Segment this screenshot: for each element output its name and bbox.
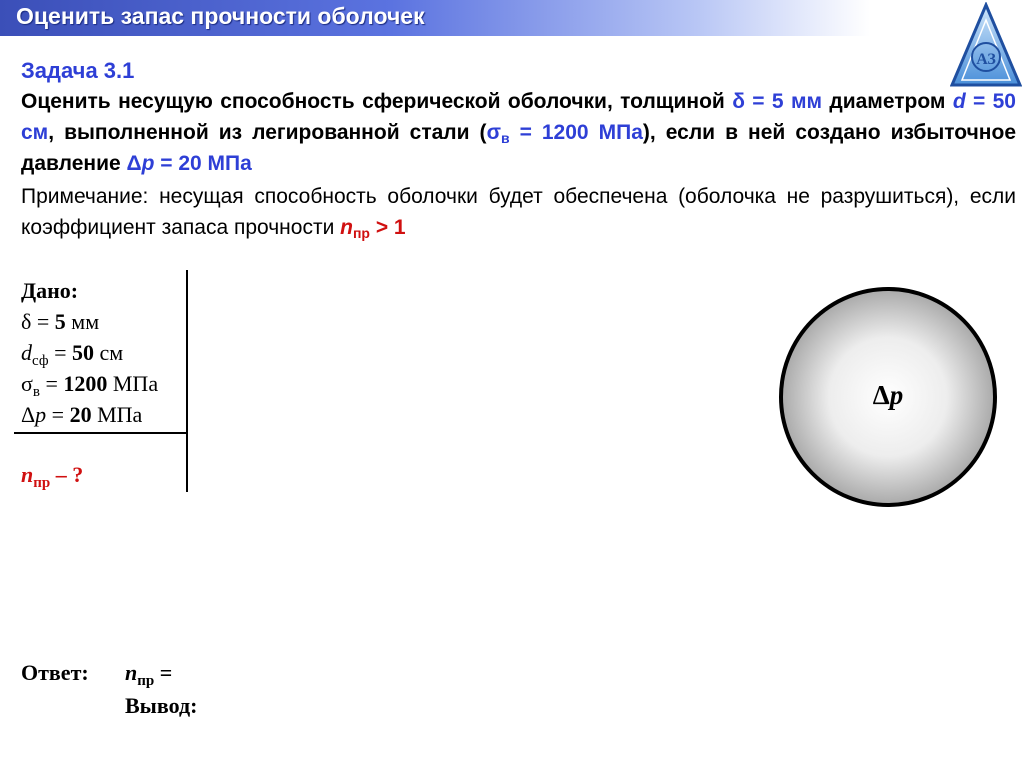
task-block: [21, 56, 1016, 243]
spherical-shell-diagram: [778, 286, 998, 508]
given-vertical-divider: [186, 270, 188, 492]
safety-factor-condition: $n_{пр} > 1$: [340, 216, 406, 241]
answer-expression: $n_{пр}$ =: [125, 660, 173, 689]
given-thickness: δ = 5 мм: [21, 309, 100, 334]
logo-letters: АЗ: [976, 51, 996, 68]
thickness-value: δ = 5 мм: [732, 90, 823, 113]
answer-label: Ответ:: [21, 660, 89, 685]
given-heading: Дано:: [21, 278, 79, 303]
given-horizontal-divider: [14, 432, 188, 434]
diameter-value: = 50 см: [21, 90, 1016, 144]
task-note: Примечание: несущая способность оболочки будет обеспечена (оболочка не разрушиться), если коэффициент запаса прочности $n_{пр} > 1$: [21, 185, 1016, 241]
find-quantity: $n_{пр}$ – ?: [21, 462, 84, 491]
given-pressure: Δp = 20 МПа: [21, 402, 143, 427]
page-title: Оценить запас прочности оболочек: [16, 3, 425, 29]
given-diameter: $d_{сф} = 50$ см: [21, 340, 124, 369]
diameter-symbol: d: [952, 90, 966, 113]
task-title: Задача 3.1: [21, 58, 135, 83]
strength-symbol: $\sigma_в = 1200$ МПа: [486, 121, 643, 146]
given-strength: $\sigma_в = 1200$ МПа: [21, 371, 159, 400]
conclusion-label: Вывод:: [125, 693, 198, 718]
given-block: [21, 275, 191, 430]
header-bar: [0, 0, 870, 36]
pressure-value: Δp = 20 МПа: [126, 152, 252, 175]
task-statement: Оценить несущую способность сферической оболочки, толщиной δ = 5 мм диаметром d = 50 см, выполненной из легированной стали ($\sigma_в = 1200$ МПа), если в ней создано избыточное давление Δp = 20 МПа: [21, 90, 1016, 175]
pressure-label: Δp: [872, 380, 904, 410]
